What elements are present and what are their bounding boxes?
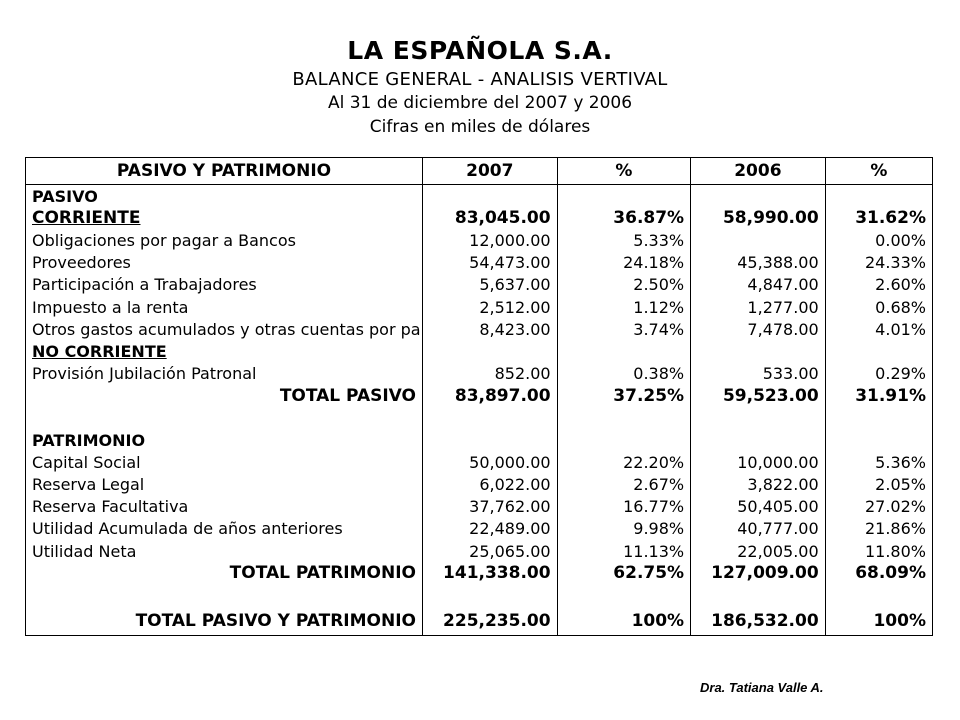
row-label: TOTAL PATRIMONIO	[26, 562, 423, 584]
value-2006: 1,277.00	[691, 296, 826, 318]
value-2007: 83,045.00	[423, 207, 558, 229]
value-2006: 50,405.00	[691, 496, 826, 518]
value-2006: 533.00	[691, 363, 826, 385]
percent-2007: 62.75%	[557, 562, 691, 584]
value-2007	[423, 340, 558, 362]
value-2006	[691, 407, 826, 429]
table-row	[26, 340, 933, 362]
value-2007: 6,022.00	[423, 473, 558, 495]
percent-2007: 22.20%	[557, 451, 691, 473]
row-label: Capital Social	[26, 451, 423, 473]
percent-2007: 100%	[557, 607, 691, 636]
row-label: PATRIMONIO	[26, 429, 423, 451]
value-2006: 3,822.00	[691, 473, 826, 495]
value-2006	[691, 340, 826, 362]
table-row	[26, 496, 933, 518]
percent-2007: 24.18%	[557, 252, 691, 274]
row-label: Reserva Legal	[26, 473, 423, 495]
percent-2007: 37.25%	[557, 385, 691, 407]
row-label	[26, 407, 423, 429]
table-row	[26, 296, 933, 318]
row-label: Participación a Trabajadores	[26, 274, 423, 296]
percent-2006: 24.33%	[825, 252, 932, 274]
balance-table	[25, 157, 933, 636]
row-label	[26, 340, 423, 362]
table-header-row	[26, 158, 933, 185]
row-label: Obligaciones por pagar a Bancos	[26, 229, 423, 251]
value-2006: 10,000.00	[691, 451, 826, 473]
value-2007: 50,000.00	[423, 451, 558, 473]
row-label: Reserva Facultativa	[26, 496, 423, 518]
percent-2006: 4.01%	[825, 318, 932, 340]
value-2007: 12,000.00	[423, 229, 558, 251]
percent-2007: 36.87%	[557, 207, 691, 229]
table-row	[26, 252, 933, 274]
percent-2007	[557, 429, 691, 451]
author-signature: Dra. Tatiana Valle A.	[700, 680, 824, 695]
percent-2007: 5.33%	[557, 229, 691, 251]
value-2007: 5,637.00	[423, 274, 558, 296]
table-row	[26, 429, 933, 451]
row-label: Provisión Jubilación Patronal	[26, 363, 423, 385]
percent-2006: 100%	[825, 607, 932, 636]
table-row	[26, 385, 933, 407]
table-row	[26, 363, 933, 385]
row-label	[26, 584, 423, 606]
value-2006: 7,478.00	[691, 318, 826, 340]
table-row	[26, 274, 933, 296]
percent-2006: 21.86%	[825, 518, 932, 540]
value-2006: 59,523.00	[691, 385, 826, 407]
column-header-concept: PASIVO Y PATRIMONIO	[26, 158, 423, 185]
value-2006: 58,990.00	[691, 207, 826, 229]
column-header-2006: 2006	[691, 158, 826, 185]
value-2006: 186,532.00	[691, 607, 826, 636]
report-units: Cifras en miles de dólares	[369, 117, 591, 137]
table-row	[26, 451, 933, 473]
value-2006: 22,005.00	[691, 540, 826, 562]
report-date: Al 31 de diciembre del 2007 y 2006	[327, 93, 633, 113]
value-2006: 4,847.00	[691, 274, 826, 296]
value-2006	[691, 229, 826, 251]
value-2007: 25,065.00	[423, 540, 558, 562]
column-header-percent-2007: %	[557, 158, 691, 185]
value-2007: 852.00	[423, 363, 558, 385]
row-label: Impuesto a la renta	[26, 296, 423, 318]
value-2007: 54,473.00	[423, 252, 558, 274]
row-label: Utilidad Neta	[26, 540, 423, 562]
percent-2006: 11.80%	[825, 540, 932, 562]
percent-2007: 16.77%	[557, 496, 691, 518]
column-header-2007: 2007	[423, 158, 558, 185]
value-2006: 45,388.00	[691, 252, 826, 274]
percent-2006	[825, 429, 932, 451]
percent-2006: 31.91%	[825, 385, 932, 407]
table-row	[26, 229, 933, 251]
company-name: LA ESPAÑOLA S.A.	[347, 36, 613, 65]
row-label: TOTAL PASIVO	[26, 385, 423, 407]
table-row	[26, 207, 933, 229]
percent-2006: 2.05%	[825, 473, 932, 495]
percent-2006: 2.60%	[825, 274, 932, 296]
row-label: PASIVO	[26, 185, 423, 208]
percent-2007: 3.74%	[557, 318, 691, 340]
value-2007: 8,423.00	[423, 318, 558, 340]
percent-2006	[825, 584, 932, 606]
value-2007: 37,762.00	[423, 496, 558, 518]
value-2006: 40,777.00	[691, 518, 826, 540]
value-2007: 22,489.00	[423, 518, 558, 540]
report-subtitle: BALANCE GENERAL - ANALISIS VERTIVAL	[292, 69, 668, 90]
percent-2007	[557, 407, 691, 429]
value-2006: 127,009.00	[691, 562, 826, 584]
percent-2007: 0.38%	[557, 363, 691, 385]
spacer-row	[26, 584, 933, 606]
table-row	[26, 185, 933, 208]
percent-2007: 2.50%	[557, 274, 691, 296]
percent-2007: 9.98%	[557, 518, 691, 540]
table-row	[26, 562, 933, 584]
percent-2007: 2.67%	[557, 473, 691, 495]
spacer-row	[26, 407, 933, 429]
value-2007: 2,512.00	[423, 296, 558, 318]
percent-2006: 27.02%	[825, 496, 932, 518]
table-body	[26, 185, 933, 636]
percent-2007: 1.12%	[557, 296, 691, 318]
value-2007	[423, 407, 558, 429]
table-row	[26, 318, 933, 340]
row-label	[26, 207, 423, 229]
value-2006	[691, 584, 826, 606]
table-row	[26, 540, 933, 562]
value-2007: 83,897.00	[423, 385, 558, 407]
percent-2006: 0.68%	[825, 296, 932, 318]
value-2007	[423, 429, 558, 451]
percent-2007	[557, 340, 691, 362]
percent-2006: 0.00%	[825, 229, 932, 251]
percent-2006: 0.29%	[825, 363, 932, 385]
value-2007: 141,338.00	[423, 562, 558, 584]
percent-2007	[557, 584, 691, 606]
percent-2006: 68.09%	[825, 562, 932, 584]
percent-2006	[825, 340, 932, 362]
percent-2006	[825, 185, 932, 208]
row-label: Utilidad Acumulada de años anteriores	[26, 518, 423, 540]
column-header-percent-2006: %	[825, 158, 932, 185]
row-label-text: NO CORRIENTE	[32, 341, 167, 361]
row-label-text: CORRIENTE	[32, 208, 141, 229]
percent-2006: 31.62%	[825, 207, 932, 229]
table-row	[26, 473, 933, 495]
percent-2006: 5.36%	[825, 451, 932, 473]
row-label: Proveedores	[26, 252, 423, 274]
value-2007	[423, 584, 558, 606]
row-label: TOTAL PASIVO Y PATRIMONIO	[26, 607, 423, 636]
percent-2006	[825, 407, 932, 429]
value-2007	[423, 185, 558, 208]
value-2006	[691, 429, 826, 451]
percent-2007: 11.13%	[557, 540, 691, 562]
table-row	[26, 518, 933, 540]
value-2007: 225,235.00	[423, 607, 558, 636]
row-label: Otros gastos acumulados y otras cuentas por pa	[26, 318, 423, 340]
table-row	[26, 607, 933, 636]
value-2006	[691, 185, 826, 208]
percent-2007	[557, 185, 691, 208]
